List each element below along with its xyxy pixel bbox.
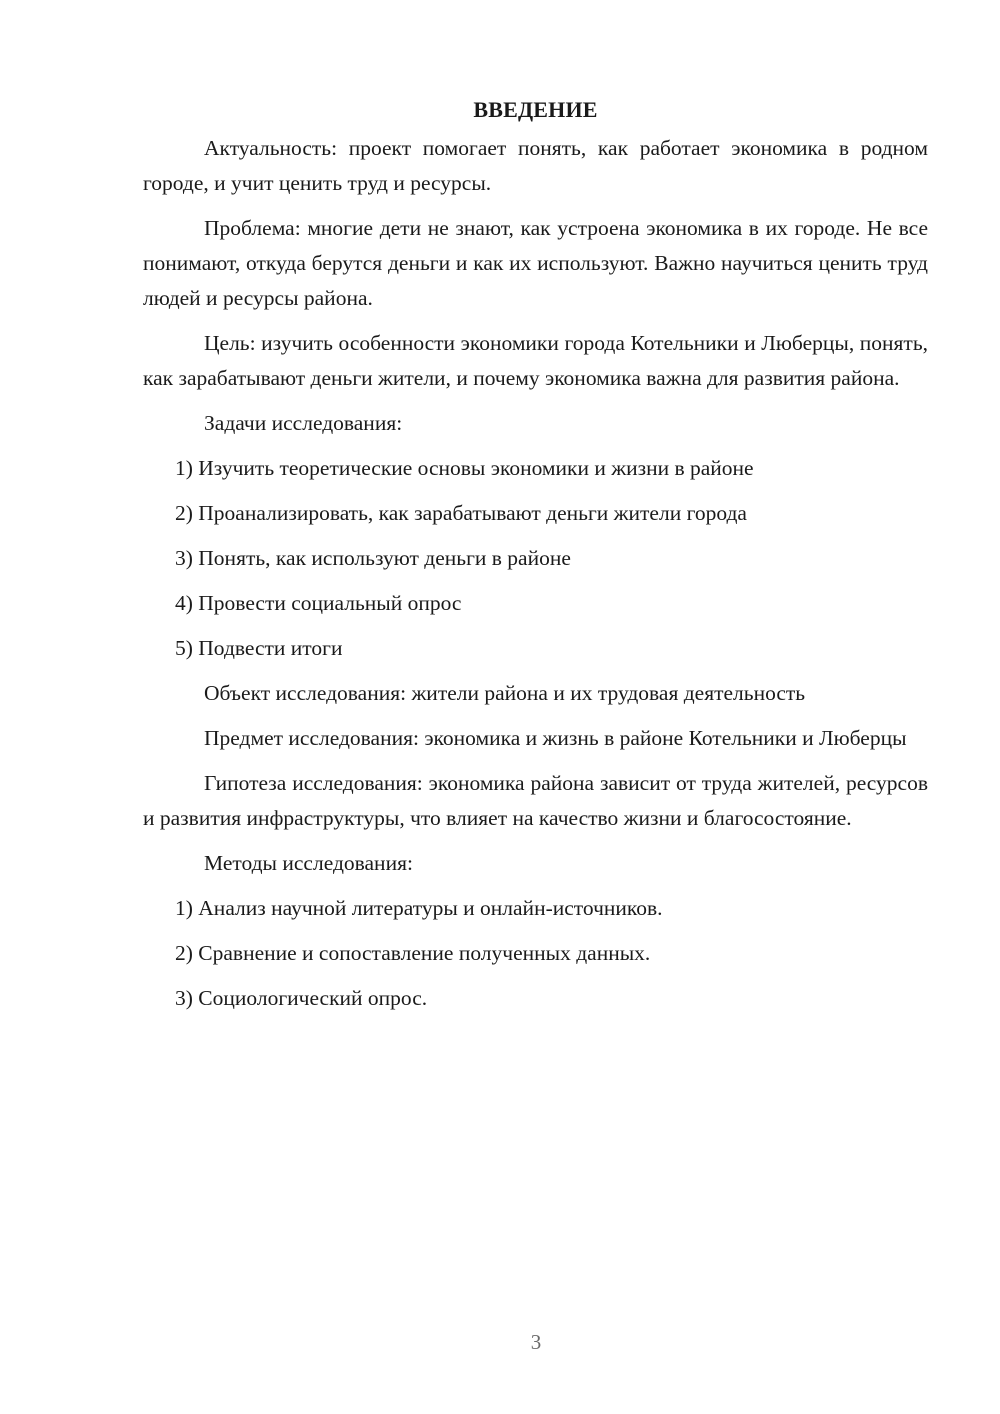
relevance-paragraph: Актуальность: проект помогает понять, как работает экономика в родном городе, и учит ценить труд и ресурсы.: [143, 136, 928, 195]
methods-list: [143, 891, 928, 1016]
page-number: 3: [530, 1330, 542, 1354]
list-item: 4) Провести социальный опрос: [175, 591, 462, 615]
list-item: 2) Сравнение и сопоставление полученных данных.: [175, 941, 651, 965]
page-title: ВВЕДЕНИЕ: [473, 97, 598, 122]
hypothesis-paragraph: Гипотеза исследования: экономика района зависит от труда жителей, ресурсов и развития инфраструктуры, что влияет на качество жизни и благосостояние.: [143, 771, 928, 830]
list-item: 3) Понять, как используют деньги в районе: [175, 546, 571, 570]
tasks-list: [143, 451, 928, 666]
subject-paragraph: Предмет исследования: экономика и жизнь в районе Котельники и Люберцы: [204, 726, 907, 750]
methods-heading: Методы исследования:: [204, 851, 413, 875]
problem-paragraph: Проблема: многие дети не знают, как устроена экономика в их городе. Не все понимают, откуда берутся деньги и как их используют. Важно научиться ценить труд людей и ресурсы района.: [143, 216, 928, 310]
list-item: 2) Проанализировать, как зарабатывают деньги жители города: [175, 501, 747, 525]
list-item: 1) Анализ научной литературы и онлайн-источников.: [175, 896, 663, 920]
document-page: [143, 92, 928, 1026]
list-item: 5) Подвести итоги: [175, 636, 343, 660]
object-paragraph: Объект исследования: жители района и их трудовая деятельность: [204, 681, 806, 705]
list-item: 1) Изучить теоретические основы экономики и жизни в районе: [175, 456, 754, 480]
tasks-heading: Задачи исследования:: [204, 411, 403, 435]
list-item: 3) Социологический опрос.: [175, 986, 428, 1010]
goal-paragraph: Цель: изучить особенности экономики города Котельники и Люберцы, понять, как зарабатывают деньги жители, и почему экономика важна для развития района.: [143, 331, 928, 390]
